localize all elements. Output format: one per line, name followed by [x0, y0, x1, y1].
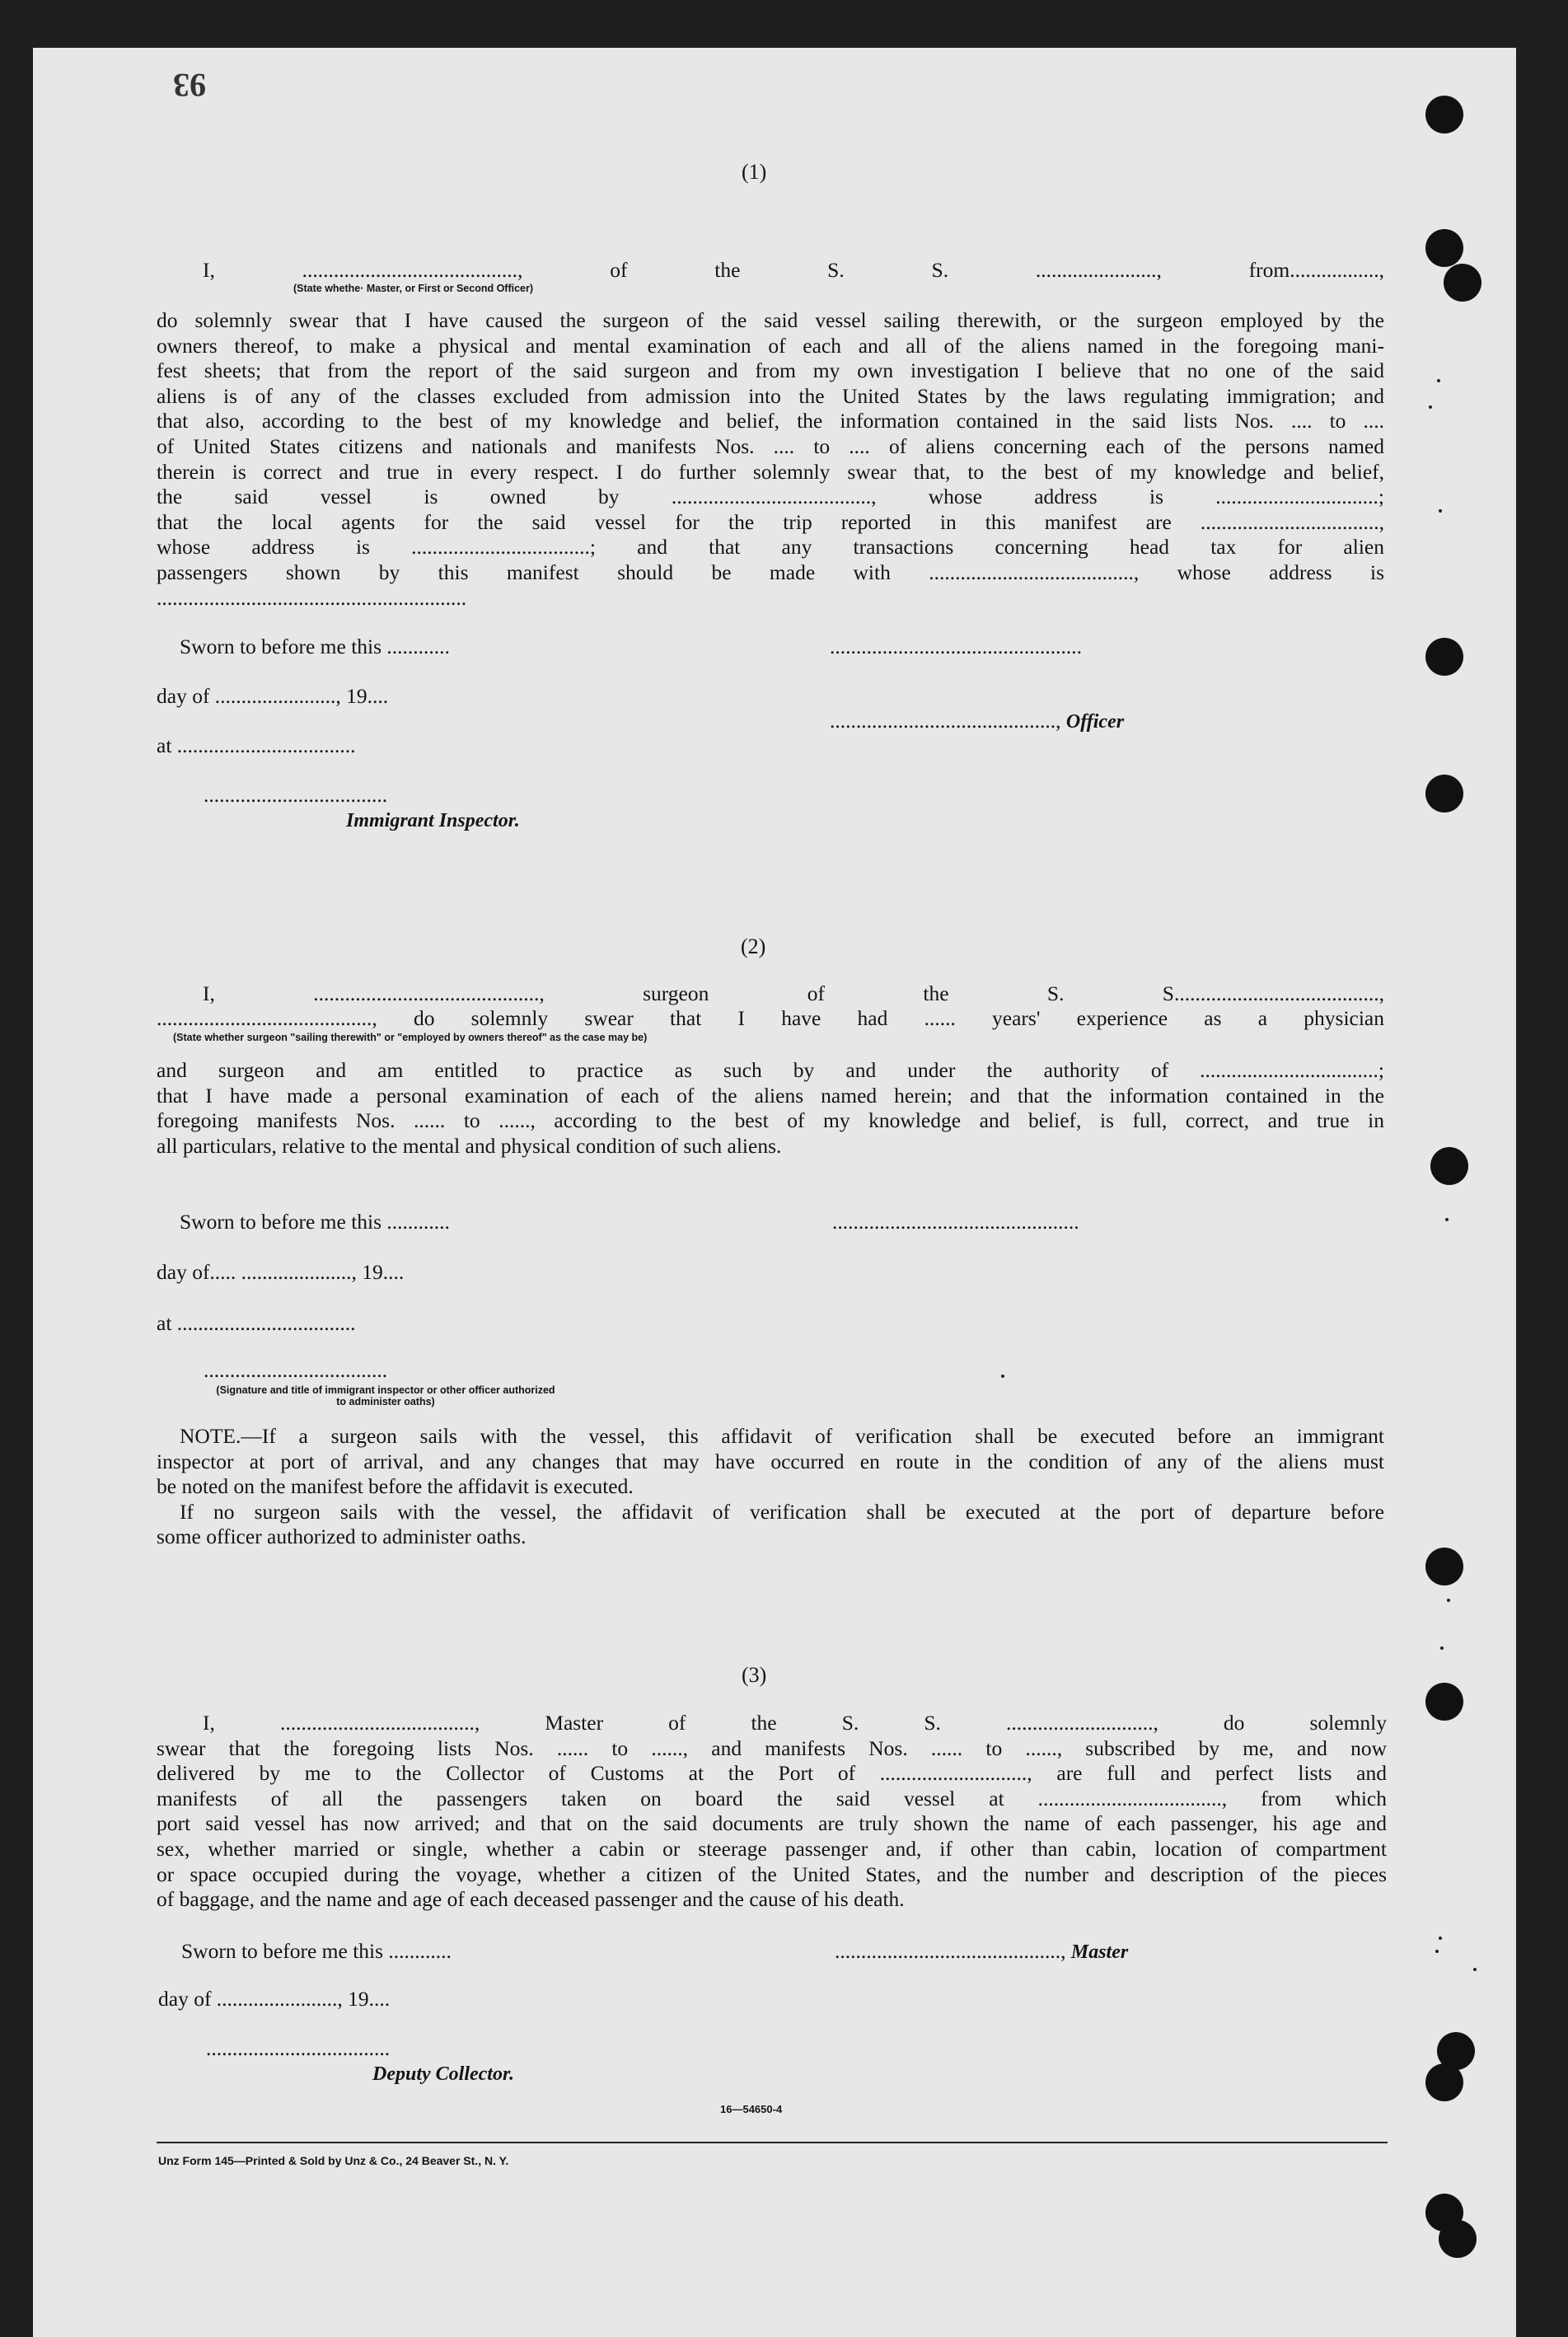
s1-inspector-title: Immigrant Inspector. — [346, 810, 520, 831]
s2-day-of: day of..... ....................., 19.... — [157, 1260, 405, 1284]
s2-signature-dots: ................................... — [204, 1358, 388, 1382]
punch-hole — [1444, 264, 1481, 302]
paper-speck — [1473, 1968, 1477, 1971]
section-3-heading: (3) — [742, 1663, 767, 1687]
s2-at: at .................................. — [157, 1311, 356, 1335]
s2-line1: I, ..........................................., surgeon of the S. S......................................., — [203, 981, 1384, 1005]
s1-at: at .................................. — [157, 733, 356, 757]
s3-collector-title: Deputy Collector. — [372, 2063, 514, 2085]
punch-hole — [1425, 775, 1463, 813]
punch-hole — [1425, 1683, 1463, 1721]
corner-mark: 93 — [173, 67, 206, 104]
footer-imprint: Unz Form 145—Printed & Sold by Unz & Co., 24 Beaver St., N. Y. — [158, 2154, 509, 2167]
paper-speck — [1439, 509, 1442, 513]
s3-master-line: ..........................................., Master — [835, 1939, 1129, 1963]
paper-speck — [1439, 1937, 1442, 1940]
s2-signature-note: (Signature and title of immigrant inspector or other officer authorized to administer oaths) — [216, 1384, 555, 1407]
s2-officer-dots: ............................................... — [832, 1210, 1079, 1234]
s2-surgeon-note: (State whether surgeon "sailing therewith" or "employed by owners thereof" as the case may be) — [173, 1032, 648, 1043]
section-2-heading: (2) — [741, 934, 766, 958]
form-page — [33, 48, 1516, 2337]
form-code: 16—54650-4 — [720, 2103, 783, 2115]
s1-officer-note: (State whethe· Master, or First or Second Officer) — [293, 283, 534, 294]
s2-sworn: Sworn to before me this ............ — [180, 1210, 450, 1234]
s1-day-of: day of ......................., 19.... — [157, 684, 389, 708]
section-1-heading: (1) — [742, 160, 767, 184]
s1-sworn: Sworn to before me this ............ — [180, 635, 450, 658]
paper-speck — [1447, 1599, 1450, 1602]
s1-paragraph: do solemnly swear that I have caused the surgeon of the said vessel sailing therewith, or the surgeon employed by the owners thereof, to make a physical and mental examination of each and all of the aliens named in the foregoing mani- fest sheets; that from the report of the said surgeon and from my own investigation I believe that no one of the said aliens is of any of the classes excluded from admission into the United States by the laws regulating immigration; and that also, according to the best of my knowledge and belief, the information contained in the said lists Nos. .... to .... of United States citizens and nationals and manifests Nos. .... to .... of aliens concerning each of the persons named therein is correct and true in every respect. I do further solemnly swear that, to the best of my knowledge and belief, the said vessel is owned by ......................................, whose address is ...............................; that the local agents for the said vessel for the trip reported in this manifest are .................................., whose address is ..................................; and that any transactions concerning head tax for alien passengers shown by this manifest should be made with ......................................., whose address is ........................................................... — [157, 308, 1384, 610]
s1-officer-dots: ................................................ — [830, 635, 1082, 658]
s1-officer-line: ..........................................., Officer — [830, 709, 1125, 733]
s1-signature-dots: ................................... — [204, 783, 388, 807]
s2-paragraph: and surgeon and am entitled to practice as such by and under the authority of ..................................; that I have made a personal examination of each of the aliens named herein; and that the information contained in the foregoing manifests Nos. ...... to ......, according to the best of my knowledge and belief, is full, correct, and true in all particulars, relative to the mental and physical condition of such aliens. — [157, 1058, 1384, 1158]
punch-hole — [1425, 1548, 1463, 1585]
s2-note: NOTE.—If a surgeon sails with the vessel, this affidavit of verification shall be executed before an immigrant inspector at port of arrival, and any changes that may have occurred en route in the condition of any of the aliens must be noted on the manifest before the affidavit is executed. If no surgeon sails with the vessel, the affidavit of verification shall be executed at the port of departure before some officer authorized to administer oaths. — [157, 1424, 1384, 1549]
punch-hole — [1425, 2063, 1463, 2101]
s3-paragraph: I, ....................................., Master of the S. S. ............................, do solemnly swear that the foregoing lists Nos. ...... to ......, and manifests Nos. ...... to ......, subscribed by me, and now delivered by me to the Collector of Customs at the Port of ............................, are full and perfect lists and manifests of all the passengers taken on board the said vessel at ..................................., from which port said vessel has now arrived; and that on the said documents are truly shown the name of each passenger, his age and sex, whether married or single, whether a cabin or steerage passenger and, if other than cabin, location of compartment or space occupied during the voyage, whether a citizen of the United States, and the number and description of the pieces of baggage, and the name and age of each deceased passenger and the cause of his death. — [157, 1711, 1387, 1912]
paper-speck — [1429, 405, 1432, 409]
paper-speck — [1435, 1950, 1439, 1953]
footer-rule — [157, 2142, 1388, 2143]
paper-speck — [1001, 1375, 1004, 1378]
s3-sworn: Sworn to before me this ............ — [181, 1939, 452, 1963]
paper-speck — [1440, 1646, 1444, 1650]
s3-signature-dots: ................................... — [206, 2036, 391, 2060]
s3-day-of: day of ......................., 19.... — [158, 1987, 391, 2011]
paper-speck — [1445, 1218, 1449, 1221]
paper-speck — [1437, 379, 1440, 382]
punch-hole — [1425, 96, 1463, 133]
punch-hole — [1430, 1147, 1468, 1185]
punch-hole — [1425, 638, 1463, 676]
punch-hole — [1425, 229, 1463, 267]
punch-hole — [1439, 2220, 1477, 2258]
s1-line1: I, ........................................., of the S. S. ......................., from................., — [203, 258, 1384, 282]
s2-line2: ........................................., do solemnly swear that I have had ...... years' experience as a physician — [157, 1006, 1384, 1030]
